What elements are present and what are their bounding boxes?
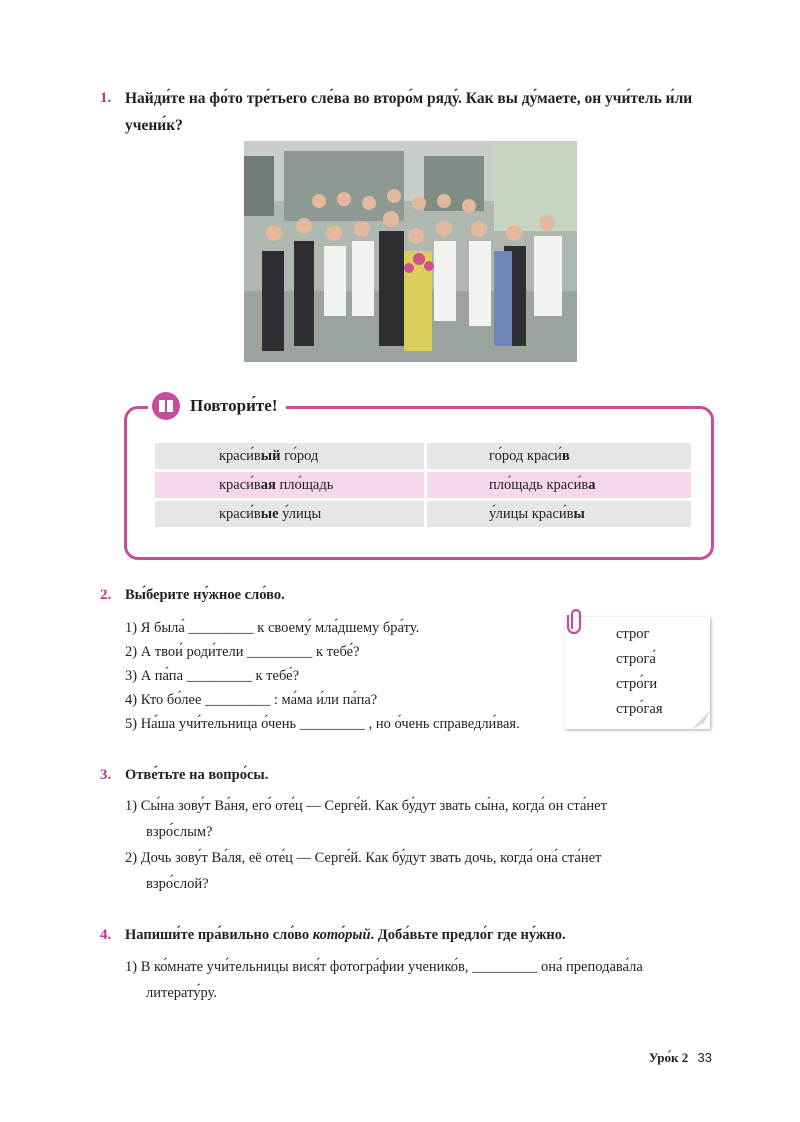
table-cell-full-form bbox=[155, 443, 427, 469]
table-row bbox=[155, 472, 691, 498]
list-item: 1) В ко́мнате учи́тельницы вися́т фотогра́фии ученико́в, _________ она́ преподава́ла bbox=[125, 959, 643, 975]
task-4-title-post: . Доба́вьте предло́г где ну́жно. bbox=[370, 927, 566, 943]
list-item: 2) А твои́ роди́тели _________ к тебе́? bbox=[125, 644, 360, 660]
form-noun: го́род bbox=[280, 447, 319, 464]
task-1-line-2: учени́к? bbox=[125, 117, 183, 134]
table-row bbox=[155, 443, 691, 469]
task-4-title-pre: Напиши́те пра́вильно сло́во bbox=[125, 927, 313, 943]
table-cell-short-form bbox=[427, 472, 691, 498]
list-item: 5) На́ша учи́тельница о́чень _________ , но о́чень справедли́вая. bbox=[125, 716, 520, 732]
list-item-continuation: взро́слой? bbox=[146, 876, 209, 892]
task-4-title-keyword: кото́рый bbox=[312, 927, 371, 943]
list-item: 4) Кто бо́лее _________ : ма́ма и́ли па́па? bbox=[125, 692, 378, 708]
form-stem: го́род краси́ bbox=[489, 447, 562, 464]
list-item: 1) Сы́на зову́т Ва́ня, его́ оте́ц — Серге́й. Как бу́дут звать сы́на, когда́ он ста́нет bbox=[125, 798, 607, 814]
form-stem: краси́в bbox=[219, 476, 261, 493]
form-ending: в bbox=[561, 447, 570, 464]
word-option: строга́ bbox=[616, 651, 656, 667]
form-ending: а bbox=[588, 476, 596, 493]
paperclip-icon bbox=[566, 608, 584, 634]
class-photo-image bbox=[244, 141, 577, 362]
page-curl-icon bbox=[692, 711, 710, 729]
table-row bbox=[155, 501, 691, 527]
adjective-forms-table bbox=[155, 440, 691, 530]
word-option: стро́гая bbox=[616, 701, 663, 717]
word-option: стро́ги bbox=[616, 676, 658, 692]
task-3-number: 3. bbox=[100, 767, 112, 783]
form-ending: ы bbox=[573, 505, 585, 522]
table-cell-full-form bbox=[155, 501, 427, 527]
list-item: 2) Дочь зову́т Ва́ля, её оте́ц — Серге́й. Как бу́дут звать дочь, когда́ она́ ста́нет bbox=[125, 850, 602, 866]
form-ending: ые bbox=[260, 505, 279, 522]
form-ending: ый bbox=[260, 447, 281, 464]
form-ending: ая bbox=[260, 476, 276, 493]
page-number: 33 bbox=[697, 1050, 712, 1065]
list-item: 1) Я была́ _________ к своему́ мла́дшему бра́ту. bbox=[125, 620, 420, 636]
book-icon bbox=[152, 392, 180, 420]
list-item-continuation: взро́слым? bbox=[146, 824, 213, 840]
lesson-label: Уро́к 2 bbox=[648, 1050, 689, 1065]
table-cell-full-form bbox=[155, 472, 427, 498]
task-4-title bbox=[125, 922, 566, 949]
task-4-number: 4. bbox=[100, 927, 112, 943]
task-1-line-1: Найди́те на фо́то тре́тьего сле́ва во второ́м ряду́. Как вы ду́маете, он учи́тель и́ли bbox=[125, 90, 693, 107]
review-title-text: Повтори́те! bbox=[190, 396, 278, 415]
form-noun: пло́щадь bbox=[275, 476, 334, 493]
task-2-number: 2. bbox=[100, 587, 112, 603]
task-1-text bbox=[125, 85, 692, 139]
task-4-items bbox=[125, 954, 643, 1006]
word-bank-list bbox=[616, 622, 663, 722]
task-2-items bbox=[125, 616, 520, 736]
list-item: 3) А па́па _________ к тебе́? bbox=[125, 668, 299, 684]
table-cell-short-form bbox=[427, 443, 691, 469]
class-photo bbox=[244, 141, 577, 362]
table-cell-short-form bbox=[427, 501, 691, 527]
task-3-items bbox=[125, 793, 607, 897]
page-footer bbox=[649, 1050, 712, 1066]
form-stem: у́лицы краси́в bbox=[489, 505, 574, 522]
review-panel-title bbox=[148, 392, 286, 420]
task-2-title: Вы́берите ну́жное сло́во. bbox=[125, 587, 285, 603]
list-item-continuation: литерату́ру. bbox=[146, 985, 217, 1001]
form-noun: у́лицы bbox=[278, 505, 322, 522]
form-stem: пло́щадь краси́в bbox=[489, 476, 589, 493]
task-3-title: Отве́тьте на вопро́сы. bbox=[125, 767, 269, 783]
task-1-number: 1. bbox=[100, 90, 112, 106]
form-stem: краси́в bbox=[219, 505, 261, 522]
word-option: строг bbox=[616, 626, 650, 642]
form-stem: краси́в bbox=[219, 447, 261, 464]
word-bank-note bbox=[565, 617, 710, 729]
